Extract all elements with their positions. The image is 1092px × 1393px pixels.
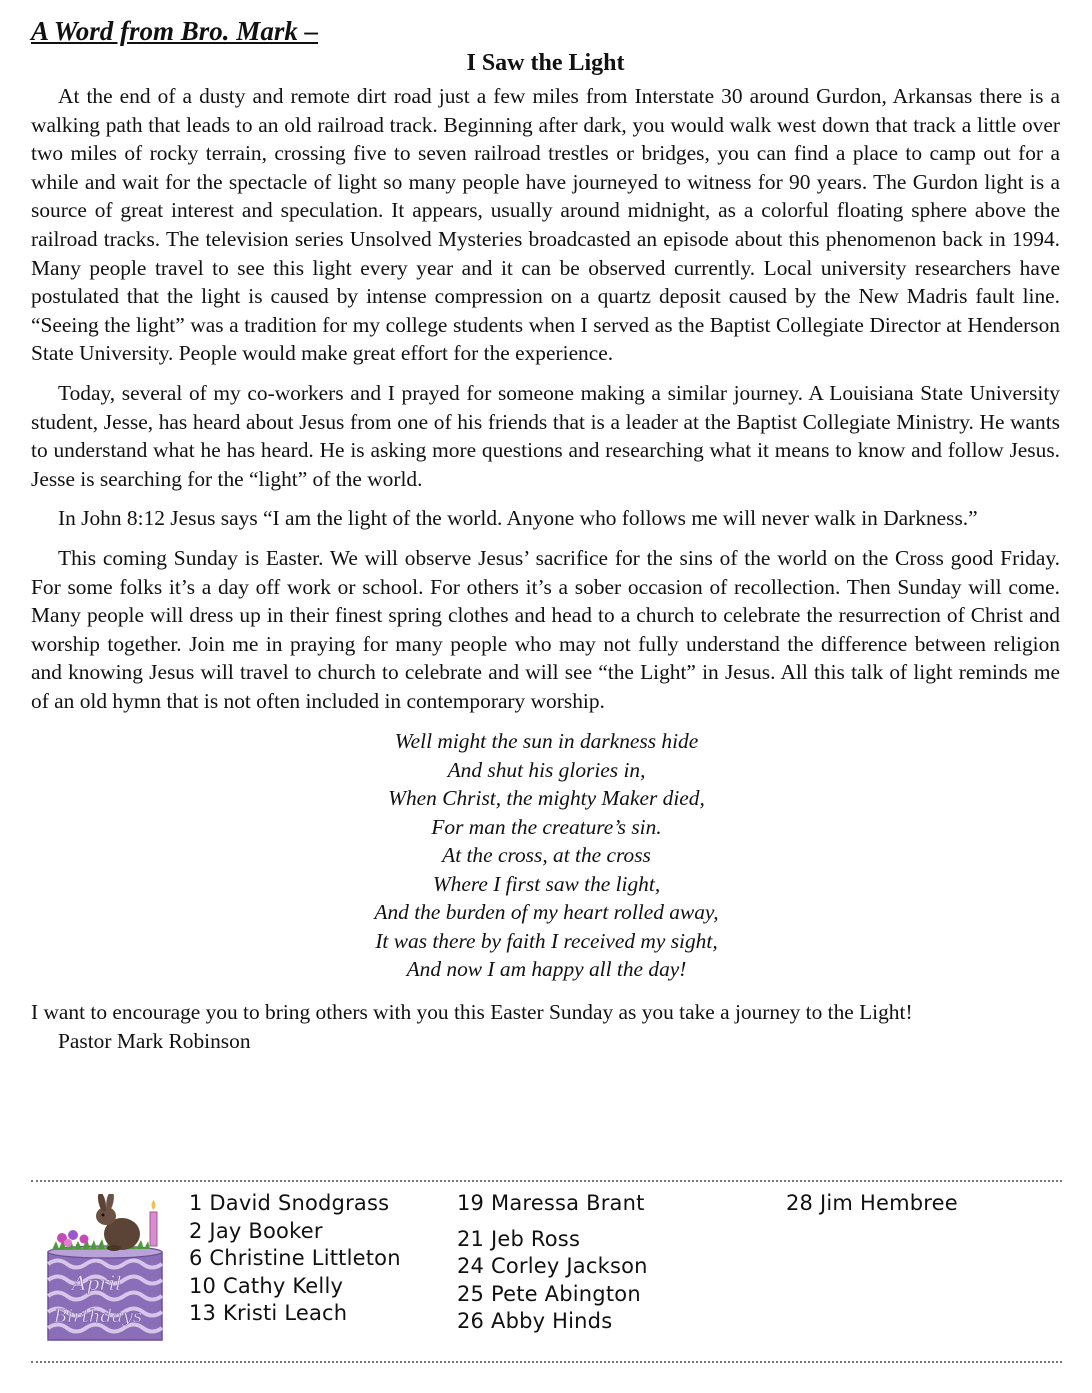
hymn-verse [31, 727, 1060, 984]
closing-line: I want to encourage you to bring others with you this Easter Sunday as you take a journey to the Light! [31, 999, 913, 1024]
birthday-column-3 [786, 1190, 958, 1218]
birthday-entry: 2 Jay Booker [189, 1218, 323, 1243]
birthday-entry: 28 Jim Hembree [786, 1191, 958, 1215]
candle-icon [150, 1200, 157, 1246]
hymn-line: When Christ, the mighty Maker died, [388, 786, 705, 811]
hymn-line: Well might the sun in darkness hide [394, 729, 699, 754]
article-paragraph: This coming Sunday is Easter. We will observe Jesus’ sacrifice for the sins of the world on the Cross good Friday. For some folks it’s a day off work or school. For others it’s a sober occasion of recollection. Then Sunday will come. Many people will dress up in their finest spring clothes and head to a church to celebrate the resurrection of Christ and worship together. Join me in praying for many people who may not fully understand the difference between religion and knowing Jesus will travel to church to celebrate and will see “the Light” in Jesus. All this talk of light reminds me of an old hymn that is not often included in contemporary worship. [31, 545, 1060, 713]
hymn-line: And the burden of my heart rolled away, [374, 900, 719, 925]
hymn-line: At the cross, at the cross [442, 843, 651, 868]
dotted-divider-bottom [31, 1361, 1062, 1363]
hymn-line: Where I first saw the light, [432, 871, 661, 896]
birthday-entry: 13 Kristi Leach [189, 1301, 348, 1325]
birthday-column-1 [189, 1190, 401, 1328]
birthday-entry: 6 Christine Littleton [189, 1246, 401, 1270]
april-birthdays-section [0, 1186, 1092, 1346]
birthday-entry: 26 Abby Hinds [457, 1309, 613, 1333]
section-heading: A Word from Bro. Mark – [31, 16, 319, 46]
article-title: I Saw the Light [466, 50, 625, 76]
hymn-line: And shut his glories in, [447, 757, 646, 782]
dotted-divider-top [31, 1180, 1062, 1182]
article-paragraph: In John 8:12 Jesus says “I am the light of the world. Anyone who follows me will never walk in Darkness.” [58, 506, 978, 531]
hymn-line: It was there by faith I received my sight, [375, 928, 718, 953]
signature: Pastor Mark Robinson [58, 1028, 251, 1053]
birthday-cake-icon [44, 1194, 172, 1344]
hymn-line: For man the creature’s sin. [431, 814, 662, 839]
article-paragraph: At the end of a dusty and remote dirt road just a few miles from Interstate 30 around Gurdon, Arkansas there is a walking path that leads to an old railroad track. Beginning after dark, you would walk west down that track a little over two miles of rocky terrain, crossing five to seven railroad trestles or bridges, you can find a place to camp out for a while and wait for the spectacle of light so many people have journeyed to witness for 90 years. The Gurdon light is a source of great interest and speculation. It appears, usually around midnight, as a colorful floating sphere above the railroad tracks. The television series Unsolved Mysteries broadcasted an episode about this phenomenon back in 1994. Many people travel to see this light every year and it can be observed currently. Local university researchers have postulated that the light is caused by intense compression on a quartz deposit caused by the New Madris fault line. “Seeing the light” was a tradition for my college students when I served as the Baptist Collegiate Director at Henderson State University. People would make great effort for the experience. [31, 84, 1060, 366]
birthday-entry: 24 Corley Jackson [457, 1254, 648, 1278]
article-paragraph: Today, several of my co-workers and I prayed for someone making a similar journey. A Louisiana State University student, Jesse, has heard about Jesus from one of his friends that is a leader at the Baptist Collegiate Ministry. He wants to understand what he has heard. He is asking more questions and researching what it means to know and follow Jesus. Jesse is searching for the “light” of the world. [31, 380, 1060, 491]
birthday-entry: 1 David Snodgrass [189, 1191, 390, 1215]
birthday-column-2 [457, 1190, 648, 1336]
birthday-entry: 19 Maressa Brant [457, 1191, 645, 1215]
birthday-entry: 21 Jeb Ross [457, 1226, 581, 1251]
birthday-entry: 25 Pete Abington [457, 1281, 641, 1306]
birthday-entry: 10 Cathy Kelly [189, 1273, 344, 1298]
cake-text-april: April [72, 1271, 122, 1295]
newsletter-page [31, 14, 1060, 1055]
cake-text-birthdays: Birthdays [54, 1306, 143, 1327]
hymn-line: And now I am happy all the day! [406, 957, 687, 982]
